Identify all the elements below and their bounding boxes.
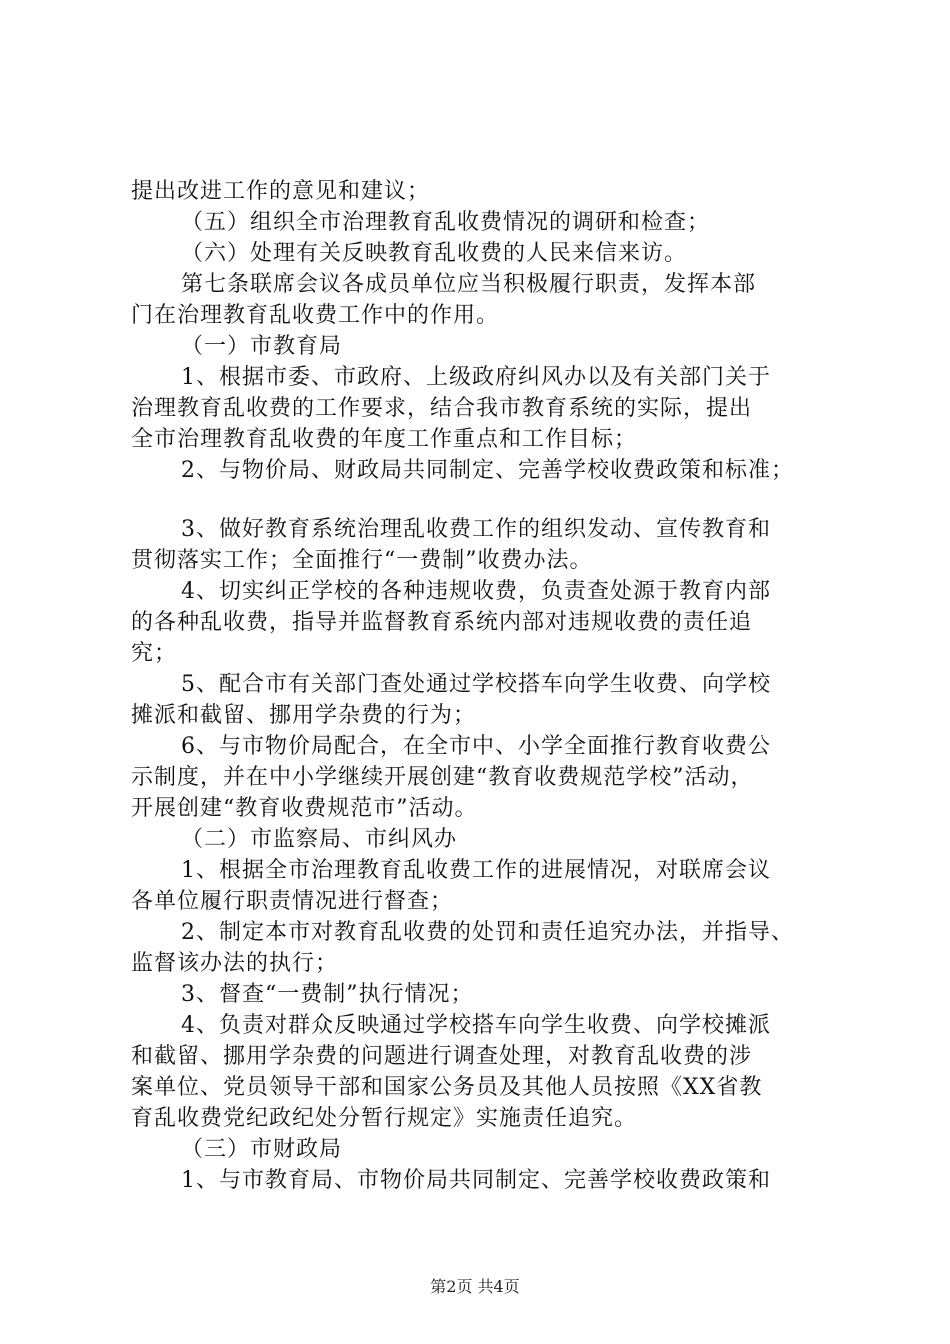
text-line: 4、切实纠正学校的各种违规收费，负责查处源于教育内部 <box>181 579 771 604</box>
text-line: 第七条联席会议各成员单位应当积极履行职责，发挥本部 <box>181 272 757 297</box>
text-line: （五）组织全市治理教育乱收费情况的调研和检查； <box>181 210 711 235</box>
text-line: 案单位、党员领导干部和国家公务员及其他人员按照《XX省教 <box>131 1075 763 1100</box>
section-heading: （三）市财政局 <box>181 1137 343 1162</box>
text-line: 4、负责对群众反映通过学校搭车向学生收费、向学校摊派 <box>181 1013 771 1038</box>
text-line: 示制度，并在中小学继续开展创建“教育收费规范学校”活动， <box>131 765 754 790</box>
text-line: 门在治理教育乱收费工作中的作用。 <box>131 303 500 328</box>
text-line: 5、配合市有关部门查处通过学校搭车向学生收费、向学校 <box>181 672 771 697</box>
section-heading: （一）市教育局 <box>181 334 343 359</box>
text-line: 各单位履行职责情况进行督查； <box>131 889 454 914</box>
text-line: 6、与市物价局配合，在全市中、小学全面推行教育收费公 <box>181 734 771 759</box>
text-line: 3、做好教育系统治理乱收费工作的组织发动、宣传教育和 <box>181 517 771 542</box>
text-line: 全市治理教育乱收费的年度工作重点和工作目标； <box>131 427 638 452</box>
text-line: 开展创建“教育收费规范市”活动。 <box>131 796 478 821</box>
section-heading: （二）市监察局、市纠风办 <box>181 827 458 852</box>
text-line: 摊派和截留、挪用学杂费的行为； <box>131 703 477 728</box>
text-line: 育乱收费党纪政纪处分暂行规定》实施责任追究。 <box>131 1106 638 1131</box>
text-line: 贯彻落实工作；全面推行“一费制”收费办法。 <box>131 548 593 573</box>
text-line: 3、督查“一费制”执行情况； <box>181 982 474 1007</box>
text-line: 1、与市教育局、市物价局共同制定、完善学校收费政策和 <box>181 1168 771 1193</box>
text-line: 治理教育乱收费的工作要求，结合我市教育系统的实际，提出 <box>131 396 753 421</box>
text-line: （六）处理有关反映教育乱收费的人民来信来访。 <box>181 241 688 266</box>
text-line: 2、与物价局、财政局共同制定、完善学校收费政策和标准； <box>181 458 794 483</box>
text-line: 和截留、挪用学杂费的问题进行调查处理，对教育乱收费的涉 <box>131 1044 753 1069</box>
text-line: 的各种乱收费，指导并监督教育系统内部对违规收费的责任追 <box>131 610 753 635</box>
text-line: 监督该办法的执行； <box>131 951 339 976</box>
page-footer: 第2页 共4页 <box>430 1277 520 1296</box>
text-line: 2、制定本市对教育乱收费的处罚和责任追究办法，并指导、 <box>181 920 794 945</box>
text-line: 1、根据全市治理教育乱收费工作的进展情况，对联席会议 <box>181 858 771 883</box>
text-line: 究； <box>131 641 178 666</box>
text-line: 提出改进工作的意见和建议； <box>131 179 431 204</box>
text-line: 1、根据市委、市政府、上级政府纠风办以及有关部门关于 <box>181 365 771 390</box>
